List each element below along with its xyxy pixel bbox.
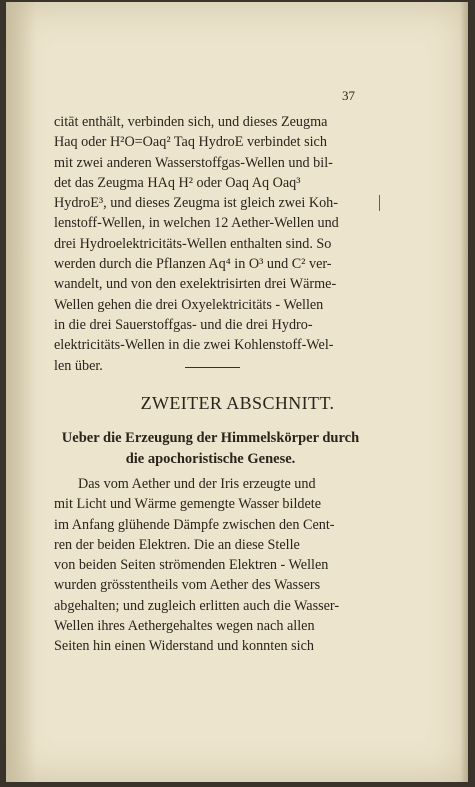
paragraph-2 [54,474,366,657]
text-line: len über. [54,357,103,374]
text-line: HydroE³, und dieses Zeugma ist gleich zwei Koh- [54,195,338,212]
text-line: von beiden Seiten strömenden Elektren - Wellen [54,557,329,574]
text-line: det das Zeugma HAq H² oder Oaq Aq Oaq³ [54,174,301,191]
text-line: drei Hydroelektricitäts-Wellen enthalten sind. So [54,235,332,252]
subheading-line-2: die apochoristische Genese. [125,451,296,467]
text-line: wurden grösstentheils vom Aether des Wassers [54,577,321,594]
text-line: Seiten hin einen Widerstand und konnten sich [54,638,315,655]
text-line: ren der beiden Elektren. Die an diese Stelle [54,536,300,553]
page-number: 37 [342,88,355,103]
text-line: Wellen gehen die drei Oxyelektricitäts - Wellen [54,296,324,313]
text-line: citāt enthält, verbinden sich, und dieses Zeugma [54,114,328,130]
section-heading: ZWEITER ABSCHNITT. [140,393,335,413]
paragraph-1 [54,112,366,376]
text-line: in die drei Sauerstoffgas- und die drei Hydro- [54,316,313,333]
text-line: wandelt, und von den exelektrisirten drei Wärme- [54,276,337,293]
text-line: abgehalten; und zugleich erlitten auch die Wasser- [54,597,340,614]
text-line: lenstoff-Wellen, in welchen 12 Aether-Wellen und [54,215,339,232]
text-line: Wellen ihres Aethergehaltes wegen nach allen [54,618,315,635]
subheading-line-1: Ueber die Erzeugung der Himmelskörper durch [61,430,360,446]
text-line: mit zwei anderen Wasserstoffgas-Wellen und bil- [54,154,333,171]
text-line: mit Licht und Wärme gemengte Wasser bildete [54,496,322,513]
section-divider-rule [185,367,240,368]
binding-gutter-shadow [6,2,36,782]
text-line: werden durch die Pflanzen Aq⁴ in O³ und C² ver- [54,256,332,273]
text-line: elektricitäts-Wellen in die zwei Kohlenstoff-Wel- [54,337,334,354]
margin-pencil-mark [379,195,380,211]
text-line: im Anfang glühende Dämpfe zwischen den Cent- [54,516,335,533]
text-line: Das vom Aether und der Iris erzeugte und [78,476,316,492]
text-line: Haq oder H²O=Oaq² Taq HydroE verbindet sich [54,134,327,151]
page-edge-shadow [460,2,468,782]
